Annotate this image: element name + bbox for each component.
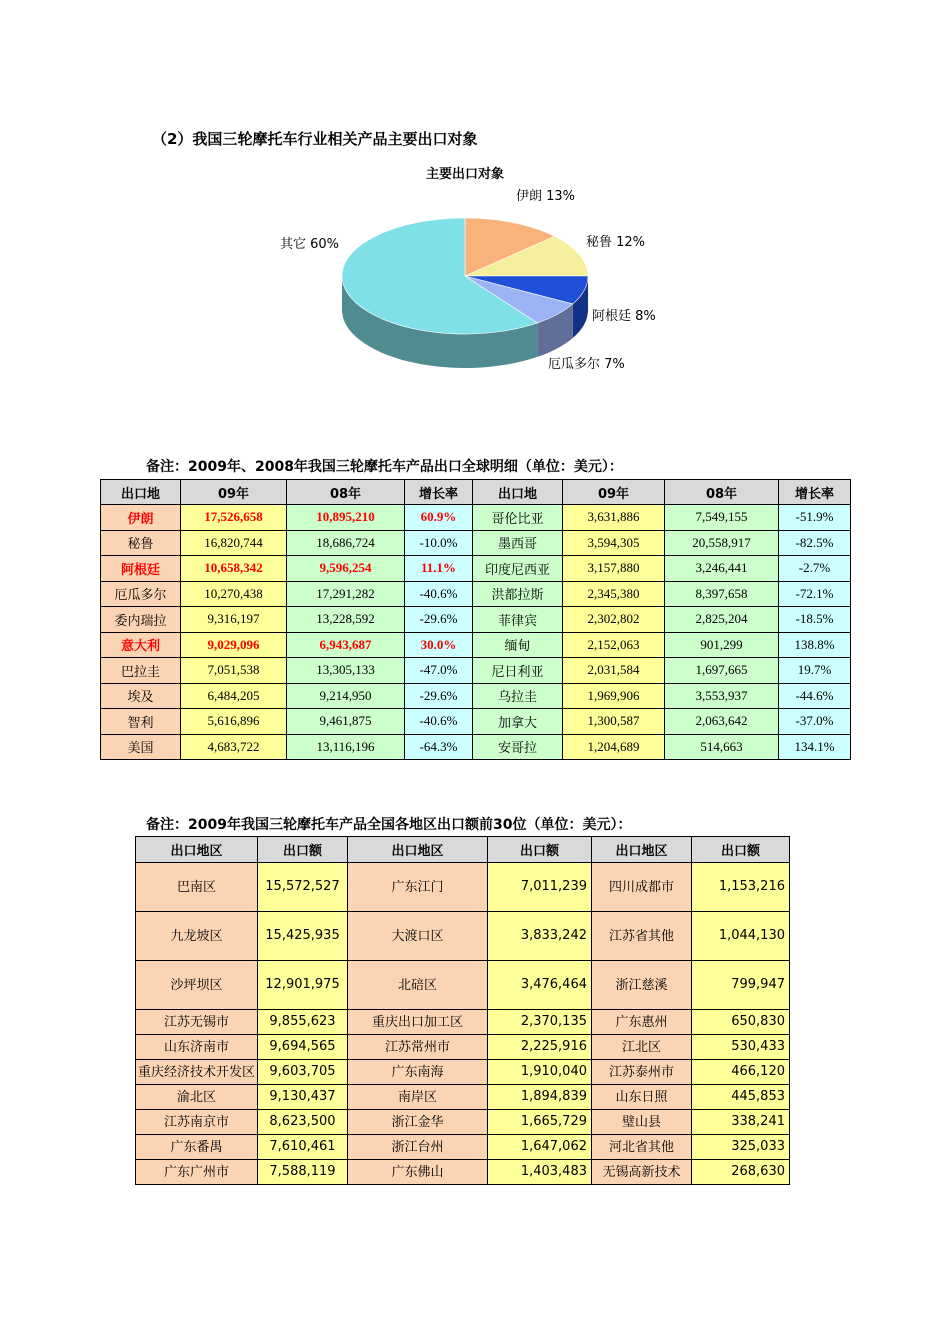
- table-cell: 1,204,689: [563, 734, 665, 760]
- table-cell: 10,658,342: [181, 556, 287, 582]
- table-cell: 洪都拉斯: [473, 581, 563, 607]
- amount-cell: 9,603,705: [258, 1060, 348, 1085]
- amount-cell: 325,033: [692, 1135, 790, 1160]
- table-cell: 3,631,886: [563, 505, 665, 531]
- region-cell: 山东济南市: [136, 1035, 258, 1060]
- region-cell: 南岸区: [348, 1085, 488, 1110]
- table-cell: 13,305,133: [287, 658, 405, 684]
- table-row: [136, 1010, 790, 1035]
- table-cell: 7,051,538: [181, 658, 287, 684]
- table-cell: 尼日利亚: [473, 658, 563, 684]
- table-cell: 2,302,802: [563, 607, 665, 633]
- header-cell: 出口额: [692, 837, 790, 863]
- amount-cell: 7,011,239: [488, 863, 592, 912]
- table-cell: 1,300,587: [563, 709, 665, 735]
- region-cell: 江苏无锡市: [136, 1010, 258, 1035]
- table-row: [101, 505, 851, 531]
- pie-label-1: 秘鲁 12%: [586, 235, 646, 250]
- amount-cell: 1,044,130: [692, 912, 790, 961]
- header-cell: 出口地区: [136, 837, 258, 863]
- table-cell: -18.5%: [779, 607, 851, 633]
- region-cell: 四川成都市: [592, 863, 692, 912]
- table-cell: 埃及: [101, 683, 181, 709]
- header-cell: 09年: [181, 480, 287, 505]
- table-cell: 19.7%: [779, 658, 851, 684]
- amount-cell: 2,370,135: [488, 1010, 592, 1035]
- header-cell: 出口地: [473, 480, 563, 505]
- table-cell: 514,663: [665, 734, 779, 760]
- header-cell: 出口地区: [592, 837, 692, 863]
- table-header-row: [101, 480, 851, 505]
- pie-label-2: 阿根廷 8%: [592, 309, 656, 324]
- table-header-row: [136, 837, 790, 863]
- amount-cell: 7,610,461: [258, 1135, 348, 1160]
- amount-cell: 9,130,437: [258, 1085, 348, 1110]
- header-cell: 出口额: [258, 837, 348, 863]
- table-cell: 墨西哥: [473, 530, 563, 556]
- amount-cell: 1,665,729: [488, 1110, 592, 1135]
- region-cell: 无锡高新技术: [592, 1160, 692, 1185]
- table-cell: -44.6%: [779, 683, 851, 709]
- table-cell: 5,616,896: [181, 709, 287, 735]
- table-cell: 9,214,950: [287, 683, 405, 709]
- section-heading: （2）我国三轮摩托车行业相关产品主要出口对象: [152, 130, 478, 148]
- region-cell: 江苏泰州市: [592, 1060, 692, 1085]
- table-cell: 2,825,204: [665, 607, 779, 633]
- table-cell: -72.1%: [779, 581, 851, 607]
- table-cell: 8,397,658: [665, 581, 779, 607]
- region-cell: 浙江金华: [348, 1110, 488, 1135]
- table-row: [136, 1135, 790, 1160]
- table-cell: 9,461,875: [287, 709, 405, 735]
- region-cell: 广东番禺: [136, 1135, 258, 1160]
- chart-title: 主要出口对象: [425, 167, 505, 182]
- region-cell: 山东日照: [592, 1085, 692, 1110]
- header-cell: 增长率: [779, 480, 851, 505]
- table-row: [101, 709, 851, 735]
- table-cell: 30.0%: [405, 632, 473, 658]
- region-cell: 河北省其他: [592, 1135, 692, 1160]
- table-cell: 20,558,917: [665, 530, 779, 556]
- table-cell: 1,697,665: [665, 658, 779, 684]
- table-cell: 7,549,155: [665, 505, 779, 531]
- table-cell: 138.8%: [779, 632, 851, 658]
- table-cell: 13,116,196: [287, 734, 405, 760]
- table-cell: 菲律宾: [473, 607, 563, 633]
- table-row: [101, 632, 851, 658]
- pie-chart-svg: [270, 160, 690, 390]
- amount-cell: 268,630: [692, 1160, 790, 1185]
- header-cell: 出口地区: [348, 837, 488, 863]
- region-cell: 江苏常州市: [348, 1035, 488, 1060]
- table-row: [101, 658, 851, 684]
- table-cell: 哥伦比亚: [473, 505, 563, 531]
- amount-cell: 530,433: [692, 1035, 790, 1060]
- amount-cell: 8,623,500: [258, 1110, 348, 1135]
- table-cell: 委内瑞拉: [101, 607, 181, 633]
- table-cell: 2,031,584: [563, 658, 665, 684]
- region-cell: 广东江门: [348, 863, 488, 912]
- table-cell: 60.9%: [405, 505, 473, 531]
- table-row: [136, 1110, 790, 1135]
- table-cell: 印度尼西亚: [473, 556, 563, 582]
- amount-cell: 12,901,975: [258, 961, 348, 1010]
- region-cell: 广东南海: [348, 1060, 488, 1085]
- global-export-table: [100, 479, 851, 760]
- table-cell: 9,316,197: [181, 607, 287, 633]
- amount-cell: 15,572,527: [258, 863, 348, 912]
- amount-cell: 1,894,839: [488, 1085, 592, 1110]
- amount-cell: 3,476,464: [488, 961, 592, 1010]
- region-cell: 广东广州市: [136, 1160, 258, 1185]
- table-cell: 3,157,880: [563, 556, 665, 582]
- table-cell: 11.1%: [405, 556, 473, 582]
- table-cell: 13,228,592: [287, 607, 405, 633]
- table-cell: 10,895,210: [287, 505, 405, 531]
- table-cell: 2,063,642: [665, 709, 779, 735]
- note-global-export: 备注：2009年、2008年我国三轮摩托车产品出口全球明细（单位：美元）：: [146, 459, 623, 475]
- table-cell: -2.7%: [779, 556, 851, 582]
- header-cell: 增长率: [405, 480, 473, 505]
- region-cell: 九龙坡区: [136, 912, 258, 961]
- table-cell: 10,270,438: [181, 581, 287, 607]
- table-row: [101, 581, 851, 607]
- region-cell: 大渡口区: [348, 912, 488, 961]
- table-cell: 意大利: [101, 632, 181, 658]
- table-cell: 16,820,744: [181, 530, 287, 556]
- table-cell: 17,526,658: [181, 505, 287, 531]
- table-row: [136, 1060, 790, 1085]
- table-cell: 18,686,724: [287, 530, 405, 556]
- table-row: [136, 1085, 790, 1110]
- header-cell: 08年: [287, 480, 405, 505]
- table-row: [136, 912, 790, 961]
- table-cell: -51.9%: [779, 505, 851, 531]
- table-cell: -64.3%: [405, 734, 473, 760]
- table-cell: 6,484,205: [181, 683, 287, 709]
- region-cell: 浙江慈溪: [592, 961, 692, 1010]
- amount-cell: 799,947: [692, 961, 790, 1010]
- amount-cell: 15,425,935: [258, 912, 348, 961]
- amount-cell: 650,830: [692, 1010, 790, 1035]
- region-cell: 广东惠州: [592, 1010, 692, 1035]
- table-cell: 9,029,096: [181, 632, 287, 658]
- table-cell: -82.5%: [779, 530, 851, 556]
- table-cell: 安哥拉: [473, 734, 563, 760]
- amount-cell: 1,153,216: [692, 863, 790, 912]
- pie-label-3: 厄瓜多尔 7%: [548, 357, 625, 372]
- region-cell: 广东佛山: [348, 1160, 488, 1185]
- table-cell: 1,969,906: [563, 683, 665, 709]
- region-cell: 巴南区: [136, 863, 258, 912]
- table-cell: 6,943,687: [287, 632, 405, 658]
- amount-cell: 445,853: [692, 1085, 790, 1110]
- table-cell: -37.0%: [779, 709, 851, 735]
- table-cell: -40.6%: [405, 709, 473, 735]
- table-cell: -47.0%: [405, 658, 473, 684]
- table-row: [136, 1035, 790, 1060]
- table-cell: 巴拉圭: [101, 658, 181, 684]
- amount-cell: 1,910,040: [488, 1060, 592, 1085]
- region-cell: 北碚区: [348, 961, 488, 1010]
- table-cell: 3,553,937: [665, 683, 779, 709]
- region-cell: 江北区: [592, 1035, 692, 1060]
- table-cell: 缅甸: [473, 632, 563, 658]
- table-row: [101, 607, 851, 633]
- header-cell: 出口地: [101, 480, 181, 505]
- header-cell: 08年: [665, 480, 779, 505]
- amount-cell: 466,120: [692, 1060, 790, 1085]
- table-cell: -40.6%: [405, 581, 473, 607]
- amount-cell: 1,403,483: [488, 1160, 592, 1185]
- table-cell: 3,594,305: [563, 530, 665, 556]
- table-cell: 4,683,722: [181, 734, 287, 760]
- table-cell: 智利: [101, 709, 181, 735]
- regional-export-table: [135, 836, 790, 1185]
- table-cell: 伊朗: [101, 505, 181, 531]
- header-cell: 09年: [563, 480, 665, 505]
- amount-cell: 7,588,119: [258, 1160, 348, 1185]
- note-regional-export: 备注：2009年我国三轮摩托车产品全国各地区出口额前30位（单位：美元）：: [146, 817, 632, 833]
- table-cell: 阿根廷: [101, 556, 181, 582]
- table-cell: 17,291,282: [287, 581, 405, 607]
- table-cell: -10.0%: [405, 530, 473, 556]
- table-row: [101, 530, 851, 556]
- region-cell: 江苏南京市: [136, 1110, 258, 1135]
- region-cell: 渝北区: [136, 1085, 258, 1110]
- table-cell: 厄瓜多尔: [101, 581, 181, 607]
- region-cell: 璧山县: [592, 1110, 692, 1135]
- table-cell: 3,246,441: [665, 556, 779, 582]
- region-cell: 重庆出口加工区: [348, 1010, 488, 1035]
- table-cell: 美国: [101, 734, 181, 760]
- table-cell: 加拿大: [473, 709, 563, 735]
- table-cell: 2,345,380: [563, 581, 665, 607]
- region-cell: 沙坪坝区: [136, 961, 258, 1010]
- region-cell: 江苏省其他: [592, 912, 692, 961]
- table-cell: -29.6%: [405, 683, 473, 709]
- amount-cell: 9,694,565: [258, 1035, 348, 1060]
- amount-cell: 338,241: [692, 1110, 790, 1135]
- pie-label-0: 伊朗 13%: [516, 189, 576, 204]
- table-row: [136, 961, 790, 1010]
- pie-label-4: 其它 60%: [280, 237, 340, 252]
- amount-cell: 1,647,062: [488, 1135, 592, 1160]
- pie-chart: [270, 160, 690, 390]
- table-row: [136, 1160, 790, 1185]
- table-cell: 秘鲁: [101, 530, 181, 556]
- table-row: [136, 863, 790, 912]
- table-cell: 2,152,063: [563, 632, 665, 658]
- amount-cell: 3,833,242: [488, 912, 592, 961]
- table-row: [101, 734, 851, 760]
- table-cell: -29.6%: [405, 607, 473, 633]
- region-cell: 浙江台州: [348, 1135, 488, 1160]
- table-cell: 134.1%: [779, 734, 851, 760]
- table-row: [101, 556, 851, 582]
- region-cell: 重庆经济技术开发区: [136, 1060, 258, 1085]
- table-cell: 9,596,254: [287, 556, 405, 582]
- header-cell: 出口额: [488, 837, 592, 863]
- amount-cell: 2,225,916: [488, 1035, 592, 1060]
- table-cell: 乌拉圭: [473, 683, 563, 709]
- table-row: [101, 683, 851, 709]
- amount-cell: 9,855,623: [258, 1010, 348, 1035]
- table-cell: 901,299: [665, 632, 779, 658]
